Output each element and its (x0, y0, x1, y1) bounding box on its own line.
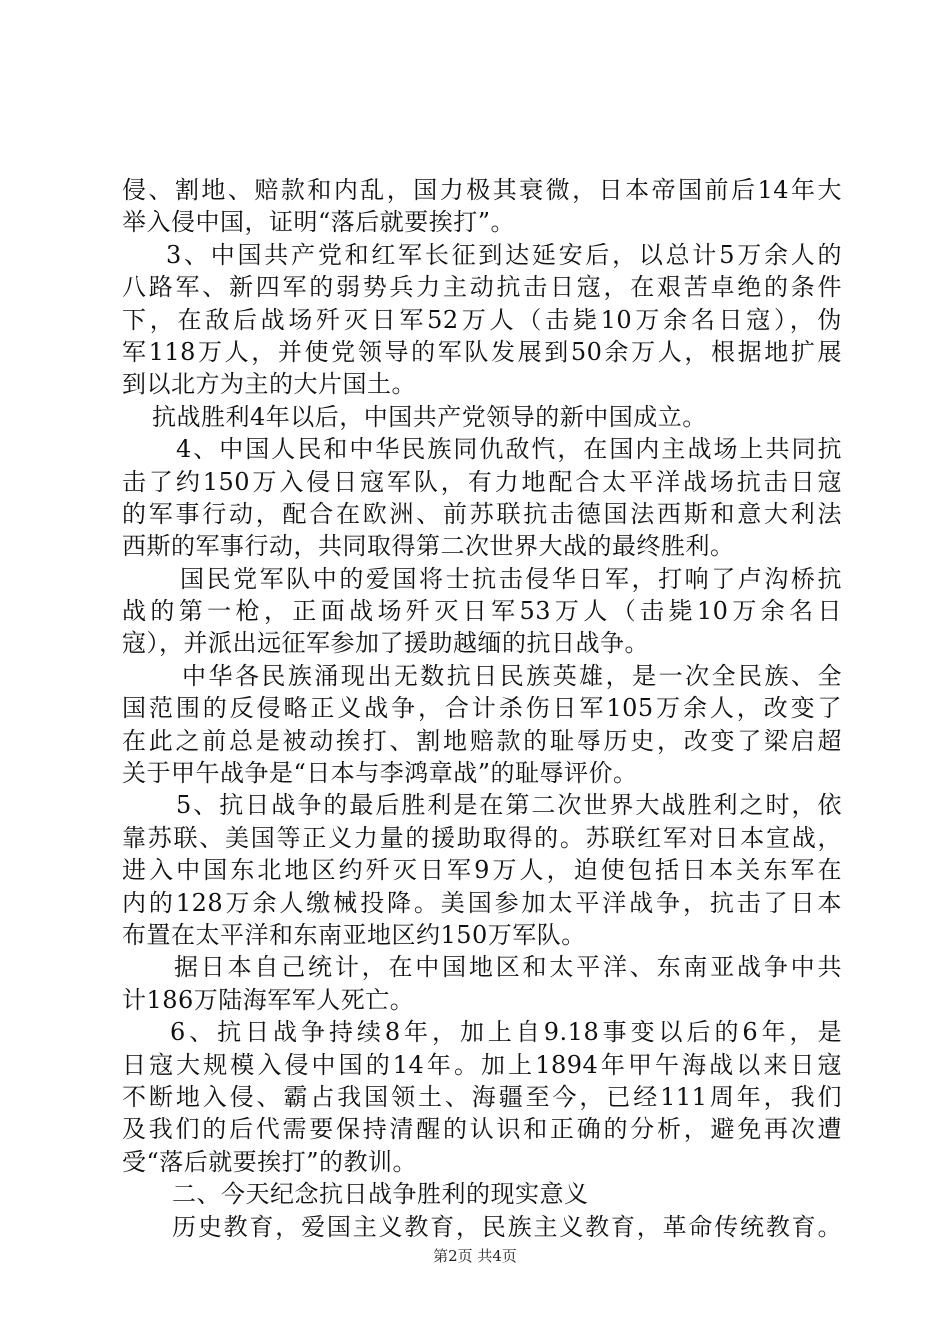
text-line: 5、抗日战争的最后胜利是在第二次世界大战胜利之时，依 (176, 791, 842, 820)
text-line: 3、中国共产党和红军长征到达延安后，以总计5万余人的 (166, 240, 842, 269)
text-line: 八路军、新四军的弱势兵力主动抗击日寇，在艰苦卓绝的条件 (122, 273, 842, 302)
text-line: 下，在敌后战场歼灭日军52万人（击毙10万余名日寇），伪 (122, 305, 842, 334)
text-line: 据日本自己统计，在中国地区和太平洋、东南亚战争中共 (174, 953, 842, 982)
document-body (122, 174, 842, 1243)
page-footer: 第2页 共4页 (433, 1247, 517, 1265)
text-line: 在此之前总是被动挨打、割地赔款的耻辱历史，改变了梁启超 (122, 726, 842, 755)
text-line: 西斯的军事行动，共同取得第二次世界大战的最终胜利。 (122, 532, 735, 561)
text-line: 不断地入侵、霸占我国领土、海疆至今，已经111周年，我们 (122, 1082, 842, 1111)
text-line: 国范围的反侵略正义战争，合计杀伤日军105万余人，改变了 (122, 694, 842, 723)
text-line: 及我们的后代需要保持清醒的认识和正确的分析，避免再次遭 (122, 1115, 842, 1144)
text-line: 靠苏联、美国等正义力量的援助取得的。苏联红军对日本宣战， (122, 823, 842, 852)
text-line: 击了约150万入侵日寇军队，有力地配合太平洋战场抗击日寇 (122, 467, 842, 496)
text-line: 4、中国人民和中华民族同仇敌忾，在国内主战场上共同抗 (176, 435, 842, 464)
text-line: 军118万人，并使党领导的军队发展到50余万人，根据地扩展 (122, 337, 842, 366)
text-line: 国民党军队中的爱国将士抗击侵华日军，打响了卢沟桥抗 (180, 564, 842, 593)
text-line: 关于甲午战争是“日本与李鸿章战”的耻辱评价。 (122, 759, 638, 788)
text-line: 二、今天纪念抗日战争胜利的现实意义 (172, 1180, 589, 1209)
text-line: 举入侵中国，证明“落后就要挨打”。 (122, 208, 516, 237)
text-line: 日寇大规模入侵中国的14年。加上1894年甲午海战以来日寇 (122, 1050, 842, 1079)
text-line: 历史教育，爱国主义教育，民族主义教育，革命传统教育。 (172, 1212, 842, 1241)
text-line: 内的128万余人缴械投降。美国参加太平洋战争，抗击了日本 (122, 888, 842, 917)
text-line: 到以北方为主的大片国土。 (122, 370, 416, 399)
text-line: 6、抗日战争持续8年，加上自9.18事变以后的6年，是 (170, 1018, 842, 1047)
text-line: 进入中国东北地区约歼灭日军9万人，迫使包括日本关东军在 (122, 856, 842, 885)
text-line: 侵、割地、赔款和内乱，国力极其衰微，日本帝国前后14年大 (122, 176, 842, 204)
text-line: 战的第一枪，正面战场歼灭日军53万人（击毙10万余名日 (122, 597, 842, 626)
text-line: 的军事行动，配合在欧洲、前苏联抗击德国法西斯和意大利法 (122, 499, 842, 528)
text-line: 布置在太平洋和东南亚地区约150万军队。 (122, 920, 586, 949)
text-line: 寇），并派出远征军参加了援助越缅的抗日战争。 (122, 629, 649, 658)
text-line: 抗战胜利4年以后，中国共产党领导的新中国成立。 (152, 402, 707, 431)
text-line: 计186万陆海军军人死亡。 (122, 985, 415, 1014)
text-line: 受“落后就要挨打”的教训。 (122, 1147, 418, 1176)
text-line: 中华各民族涌现出无数抗日民族英雄，是一次全民族、全 (182, 661, 842, 690)
